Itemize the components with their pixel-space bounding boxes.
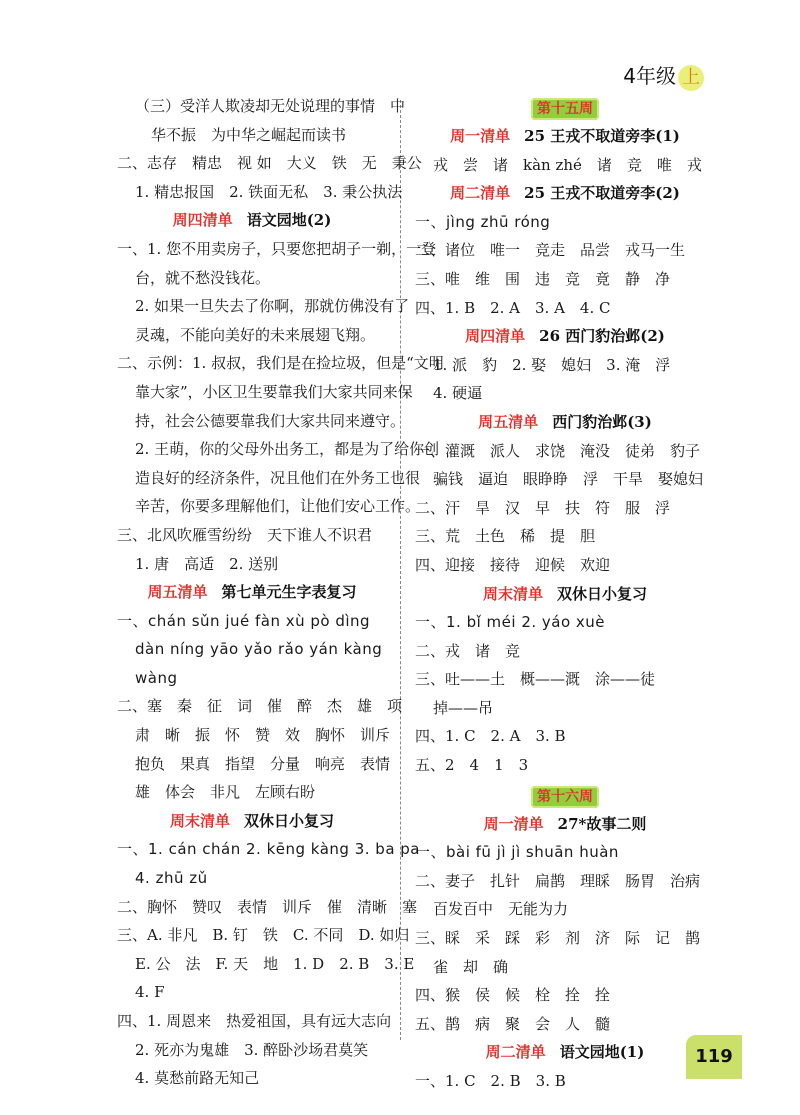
answer-line: 雀 却 确: [433, 957, 509, 976]
answer-line: 造良好的经济条件，况且他们在外务工也很: [135, 468, 421, 487]
semester-badge: 上: [678, 65, 704, 91]
answer-line: 三、吐——土 概——溉 涂——徒: [415, 670, 656, 689]
answer-line: 2. 如果一旦失去了你啊，那就仿佛没有了: [135, 297, 410, 316]
section-heading: [117, 807, 387, 836]
section-day: 周一清单: [483, 814, 544, 833]
section-heading: [117, 578, 387, 607]
answer-line: 华不振 为中华之崛起而读书: [151, 125, 347, 144]
answer-line: 4. F: [135, 983, 165, 1002]
answer-line: 1. 派 豹 2. 娶 媳妇 3. 淹 浮: [433, 355, 671, 374]
answer-line: 四、1. C 2. A 3. B: [415, 727, 566, 746]
answer-line: 4. 莫愁前路无知己: [135, 1069, 260, 1088]
pinyin-line: 一、bài fū jì jì shuān huàn: [415, 843, 619, 862]
answer-line: 骗钱 逼迫 眼睁睁 浮 干旱 娶媳妇: [433, 470, 704, 489]
pinyin-line: wàng: [135, 668, 178, 687]
pinyin-line: 一、1. cán chán 2. kēng kàng 3. ba pa: [117, 840, 420, 859]
week-badge-label: 第十五周: [531, 98, 599, 120]
section-title: 双休日小复习: [244, 811, 335, 830]
section-title: 双休日小复习: [557, 584, 648, 603]
section-day: 周二清单: [485, 1043, 546, 1062]
left-column: [117, 92, 444, 1093]
section-heading: [415, 408, 715, 437]
answer-line: 一、1. C 2. B 3. B: [415, 1072, 566, 1090]
pinyin-line: 4. zhū zǔ: [135, 869, 208, 888]
answer-line: 二、妻子 扎针 扁鹊 理睬 肠胃 治病: [415, 871, 701, 890]
answer-line: 二、塞 秦 征 词 催 醉 杰 雄 项: [117, 697, 403, 716]
answer-line: 肃 晰 振 怀 赞 效 胸怀 训斥: [135, 726, 391, 745]
answer-line: 五、2 4 1 3: [415, 756, 529, 775]
section-day: 周末清单: [169, 811, 230, 830]
section-title: 语文园地(1): [559, 1043, 645, 1062]
answer-line: 二、汗 旱 汉 早 扶 符 服 浮: [415, 498, 671, 517]
answer-line: 靠大家”，小区卫生要靠我们大家共同来保: [135, 382, 413, 401]
answer-line: 三、唯 维 围 违 竞 竟 静 净: [415, 269, 671, 288]
pinyin-line: 一、jìng zhū róng: [415, 212, 551, 231]
answer-line: 五、鹊 病 聚 会 人 髓: [415, 1014, 611, 1033]
answer-line: 二、诸位 唯一 竞走 品尝 戎马一生: [415, 241, 686, 260]
answer-line: 三、北风吹雁雪纷纷 天下谁人不识君: [117, 525, 373, 544]
answer-line: 1. 唐 高适 2. 送别: [135, 554, 279, 573]
answer-line: 二、戎 诸 竞: [415, 641, 521, 660]
answer-line: 二、胸怀 赞叹 表情 训斥 催 清晰 塞: [117, 897, 418, 916]
answer-line: 持，社会公德要靠我们大家共同来遵守。: [135, 411, 406, 430]
section-title: 27*故事二则: [557, 814, 647, 833]
pinyin-line: dàn níng yāo yǎo rǎo yán kàng: [135, 640, 383, 659]
answer-line: 三、睬 采 踩 彩 剂 济 际 记 鹊: [415, 929, 701, 948]
section-heading: [415, 1038, 715, 1067]
week-badge: [415, 94, 715, 122]
answer-line: 三、荒 土色 稀 提 胆: [415, 527, 596, 546]
pinyin-line: 一、1. bǐ méi 2. yáo xuè: [415, 613, 606, 632]
answer-line: 四、1. B 2. A 3. A 4. C: [415, 298, 611, 317]
answer-line: 百发百中 无能为力: [433, 900, 569, 919]
answer-line: 一、1. 您不用卖房子，只要您把胡子一剃，一登: [117, 239, 437, 258]
answer-line: 台，就不愁没钱花。: [135, 268, 271, 287]
section-title: 第七单元生字表复习: [221, 583, 357, 602]
answer-line: 灵魂，不能向美好的未来展翅飞翔。: [135, 325, 376, 344]
week-badge: [415, 782, 715, 810]
answer-line: 二、志存 精忠 视 如 大义 铁 无 秉公: [117, 154, 422, 173]
grade-label: [623, 60, 704, 91]
answer-line: 雄 体会 非凡 左顾右盼: [135, 783, 316, 802]
section-title: 26 西门豹治邺(2): [539, 327, 665, 346]
section-title: 25 王戎不取道旁李(1): [524, 127, 680, 145]
answer-line: 抱负 果真 指望 分量 响亮 表情: [135, 754, 391, 773]
section-heading: [415, 322, 715, 351]
section-heading: [415, 810, 715, 839]
answer-line: 三、A. 非凡 B. 钉 铁 C. 不同 D. 如归: [117, 926, 410, 945]
section-title: 25 王戎不取道旁李(2): [524, 184, 680, 203]
page-number: 119: [686, 1035, 742, 1079]
answer-line: 四、猴 侯 候 栓 拴 拴: [415, 986, 611, 1005]
week-badge-label: 第十六周: [531, 786, 599, 808]
section-day: 周四清单: [465, 327, 526, 346]
answer-line: 2. 王萌，你的父母外出务工，都是为了给你创: [135, 440, 440, 459]
section-day: 周五清单: [478, 412, 539, 431]
answer-line: 四、1. 周恩来 热爱祖国，具有远大志向: [117, 1012, 392, 1030]
section-day: 周五清单: [147, 583, 208, 602]
answer-line: 戎 尝 诸 kàn zhé 诸 竞 唯 戎: [433, 155, 702, 174]
answer-line: 二、示例：1. 叔叔，我们是在捡垃圾，但是“文明: [117, 354, 444, 373]
section-day: 周末清单: [482, 584, 543, 603]
section-heading: [415, 580, 715, 609]
section-heading: [415, 122, 715, 151]
section-heading: [117, 206, 387, 235]
answer-line: 辛苦，你要多理解他们，让他们安心工作。: [135, 497, 421, 516]
answer-line: 四、迎接 接待 迎候 欢迎: [415, 555, 611, 574]
grade-text: 4年级: [623, 64, 676, 88]
pinyin-line: 一、chán sǔn jué fàn xù pò dìng: [117, 611, 371, 630]
right-column: [415, 92, 715, 1096]
section-day: 周一清单: [450, 127, 511, 145]
section-title: 语文园地(2): [246, 211, 332, 230]
answer-line: （三）受洋人欺凌却无处说理的事情 中: [135, 97, 406, 115]
answer-line: E. 公 法 F. 天 地 1. D 2. B 3. E: [135, 954, 415, 973]
section-day: 周二清单: [450, 184, 511, 203]
section-title: 西门豹治邺(3): [552, 412, 652, 431]
answer-line: 1. 精忠报国 2. 铁面无私 3. 秉公执法: [135, 182, 403, 201]
section-day: 周四清单: [172, 211, 233, 230]
answer-line: 掉——吊: [433, 698, 494, 717]
answer-line: 一、灌溉 派人 求饶 淹没 徒弟 豹子: [415, 441, 701, 460]
answer-line: 4. 硬逼: [433, 384, 483, 403]
answer-line: 2. 死亦为鬼雄 3. 醉卧沙场君莫笑: [135, 1040, 369, 1059]
section-heading: [415, 179, 715, 208]
